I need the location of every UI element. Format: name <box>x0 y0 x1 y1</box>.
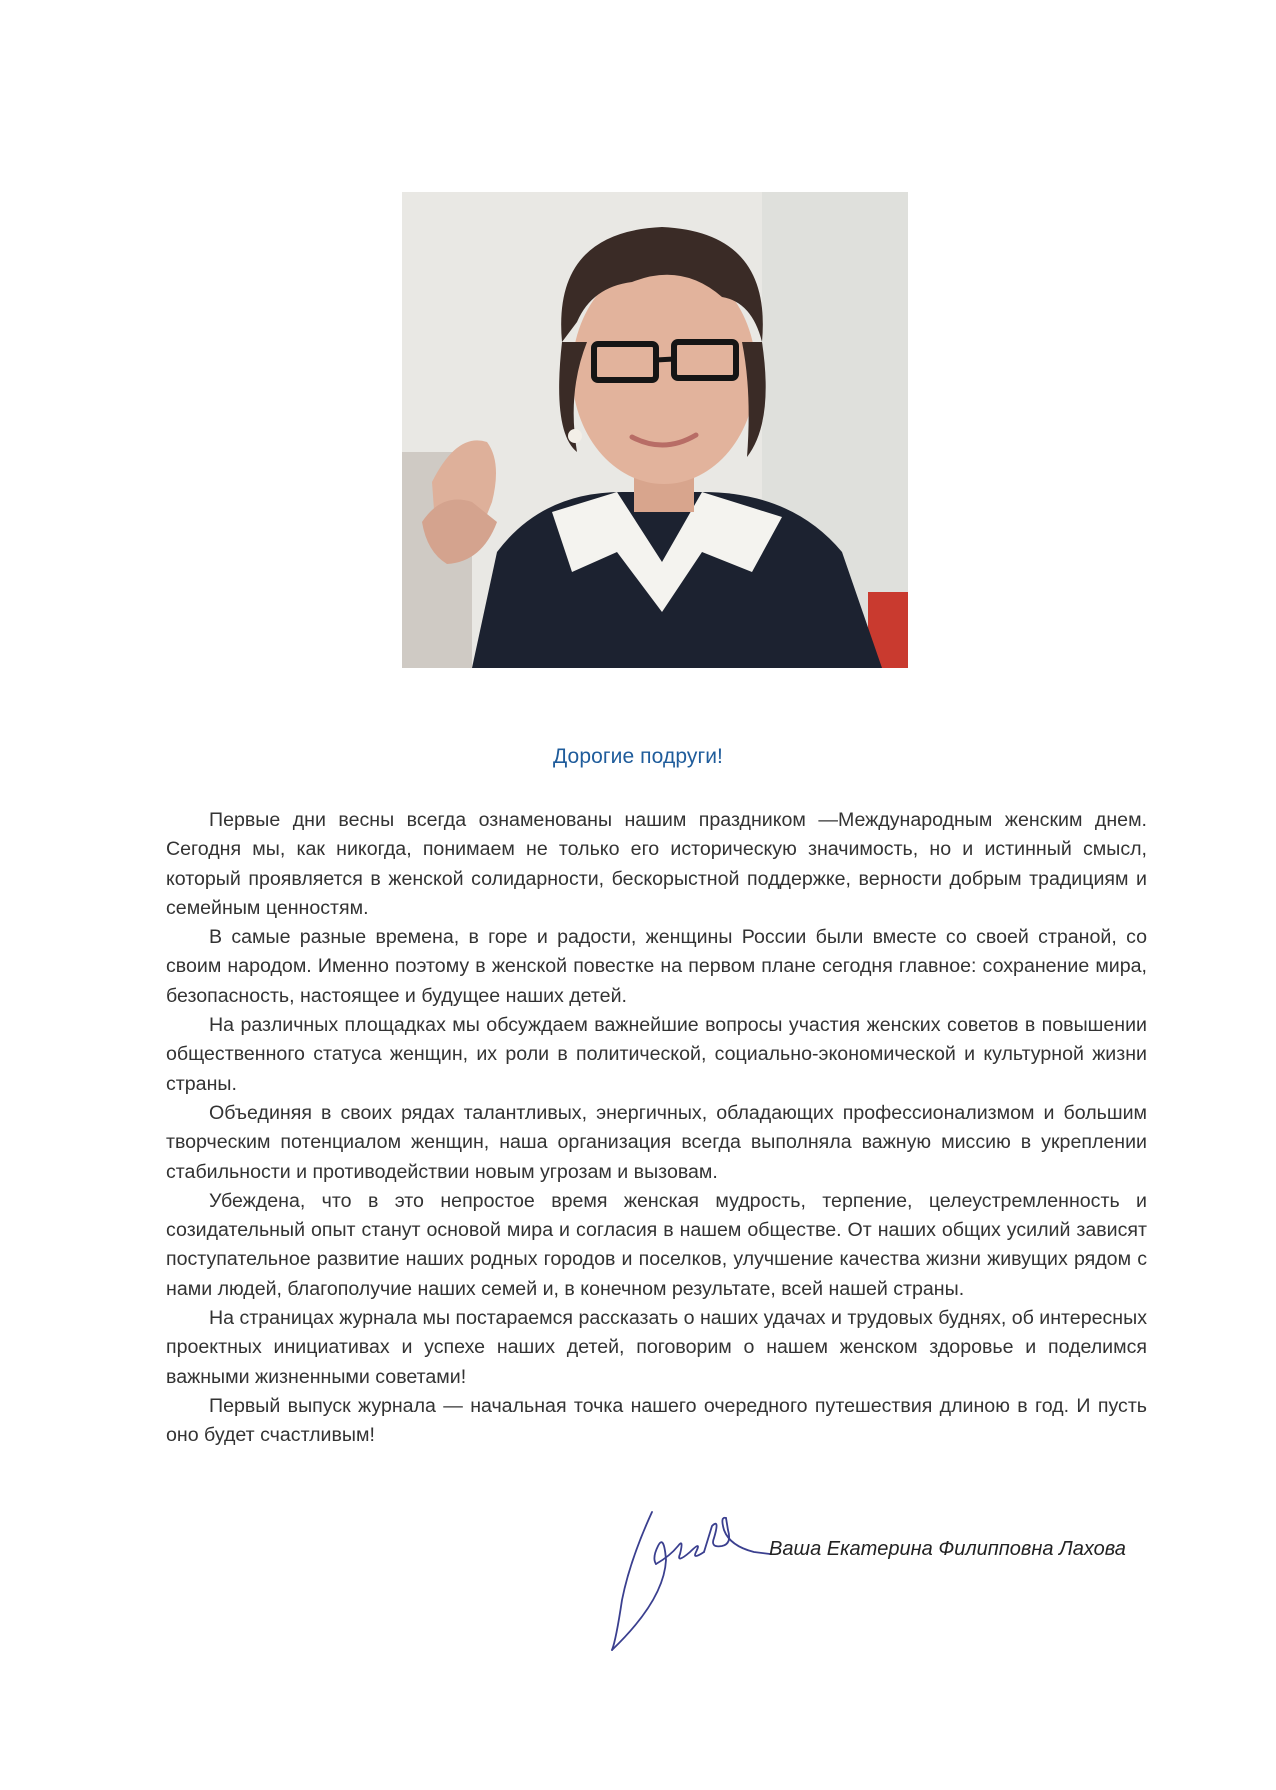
handwritten-signature <box>604 1490 774 1660</box>
letter-paragraph: На различных площадках мы обсуждаем важнейшие вопросы участия женских советов в повышении общественного статуса женщин, их роли в политической, социально-экономической и культурной жизни страны. <box>166 1014 1147 1095</box>
letter-paragraph: Первый выпуск журнала — начальная точка нашего очередного путешествия длиною в год. И пусть оно будет счастливым! <box>166 1394 1147 1447</box>
letter-paragraph: В самые разные времена, в горе и радости, женщины России были вместе со своей страной, со своим народом. Именно поэтому в женской повестке на первом плане сегодня главное: сохранение мира, безопасность, настоящее и будущее наших детей. <box>166 926 1147 1007</box>
portrait-illustration <box>402 192 908 668</box>
greeting-title: Дорогие подруги! <box>552 745 723 768</box>
letter-paragraph: Первые дни весны всегда ознаменованы нашим праздником —Международным женским днем. Сегодня мы, как никогда, понимаем не только его историческую значимость, но и истинный смысл, который проявляется в женской солидарности, бескорыстной поддержке, верности добрым традициям и семейным ценностям. <box>166 809 1147 919</box>
portrait-photo <box>402 192 908 668</box>
signature-block <box>604 1490 1164 1660</box>
signature-name: Ваша Екатерина Филипповна Лахова <box>769 1538 1126 1560</box>
letter-paragraph: Объединяя в своих рядах талантливых, энергичных, обладающих профессионализмом и большим творческим потенциалом женщин, наша организация всегда выполняла важную миссию в укреплении стабильности и противодействии новым угрозам и вызовам. <box>166 1101 1147 1183</box>
letter-paragraph: На страницах журнала мы постараемся рассказать о наших удачах и трудовых буднях, об интересных проектных инициативах и успехе наших детей, поговорим о нашем женском здоровье и поделимся важными жизненными советами! <box>166 1307 1147 1388</box>
letter-body <box>166 806 1147 1451</box>
letter-paragraph: Убеждена, что в это непростое время женская мудрость, терпение, целеустремленность и созидательный опыт станут основой мира и согласия в нашем обществе. От наших общих усилий зависят поступательное развитие наших родных городов и поселков, улучшение качества жизни живущих рядом с нами людей, благополучие наших семей и, в конечном результате, всей нашей страны. <box>166 1189 1147 1300</box>
